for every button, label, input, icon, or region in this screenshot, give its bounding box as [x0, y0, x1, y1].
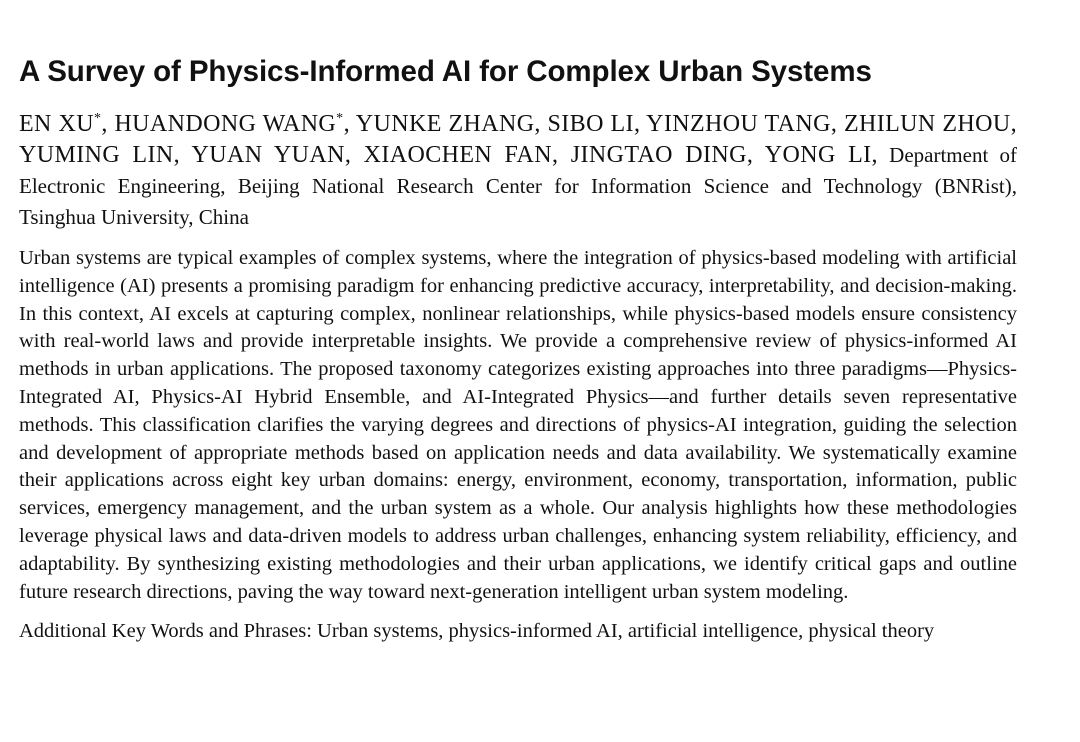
paper-page [19, 52, 1017, 646]
author-names-rest: , YUNKE ZHANG, SIBO LI, YINZHOU TANG, ZHILUN ZHOU, YUMING LIN, YUAN YUAN, XIAOCHEN FAN, JINGTAO DING, YONG LI, [19, 111, 1017, 168]
abstract: Urban systems are typical examples of complex systems, where the integration of physics-based modeling with artificial intelligence (AI) presents a promising paradigm for enhancing predictive accuracy, interpretability, and decision-making. In this context, AI excels at capturing complex, nonlinear relationships, while physics-based models ensure consistency with real-world laws and provide interpretable insights. We provide a comprehensive review of physics-informed AI methods in urban applications. The proposed taxonomy categorizes existing approaches into three paradigms—Physics-Integrated AI, Physics-AI Hybrid Ensemble, and AI-Integrated Physics—and further details seven representative methods. This classification clarifies the varying degrees and directions of physics-AI integration, guiding the selection and development of appropriate methods based on application needs and data availability. We systematically examine their applications across eight key urban domains: energy, environment, economy, transportation, information, public services, emergency management, and the urban system as a whole. Our analysis highlights how these methodologies leverage physical laws and data-driven models to address urban challenges, enhancing system reliability, efficiency, and adaptability. By synthesizing existing methodologies and their urban applications, we identify critical gaps and outline future research directions, paving the way toward next-generation intelligent urban system modeling. [19, 247, 1017, 603]
paper-title: A Survey of Physics-Informed AI for Complex Urban Systems [19, 55, 872, 88]
author-block [19, 109, 1017, 233]
keywords-label: Additional Key Words and Phrases: [19, 620, 312, 643]
equal-contribution-mark: * [93, 111, 102, 126]
author-names-part1: EN XU [19, 111, 94, 137]
keywords-list: Urban systems, physics-informed AI, artificial intelligence, physical theory [317, 620, 935, 643]
author-names-part2: , HUANDONG WANG [101, 111, 337, 137]
keywords-line [19, 618, 1017, 646]
equal-contribution-mark: * [336, 111, 344, 126]
author-names [19, 111, 1017, 168]
author-affiliation: Department of Electronic Engineering, Beijing National Research Center for Information Science and Technology (BNRist), Tsinghua University, China [19, 143, 1017, 229]
